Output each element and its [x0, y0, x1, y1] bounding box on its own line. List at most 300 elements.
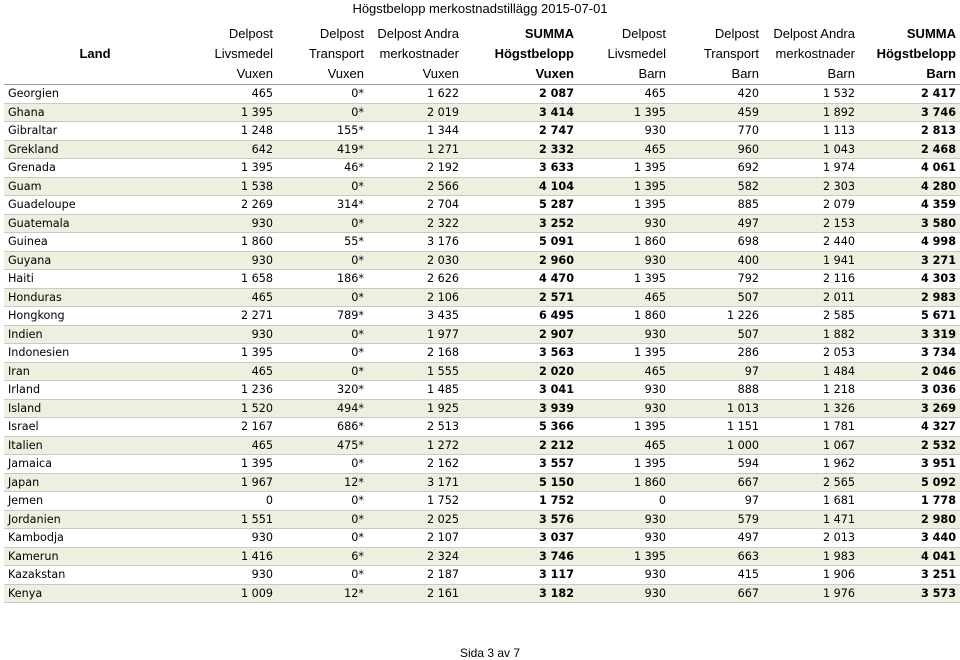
value-cell: 465 [578, 140, 670, 159]
table-row [4, 362, 960, 381]
table-header [4, 24, 960, 85]
value-cell: 3 557 [463, 455, 578, 474]
value-cell: 663 [670, 547, 763, 566]
value-cell: 3 580 [859, 214, 960, 233]
value-cell: 1 395 [186, 159, 277, 178]
value-cell: 3 036 [859, 381, 960, 400]
value-cell: 4 061 [859, 159, 960, 178]
value-cell: 0* [277, 214, 368, 233]
value-cell: 1 113 [763, 122, 859, 141]
value-cell: 12* [277, 473, 368, 492]
value-cell: 0* [277, 103, 368, 122]
value-cell: 5 092 [859, 473, 960, 492]
column-header [368, 24, 463, 85]
value-cell: 1 882 [763, 325, 859, 344]
value-cell: 2 168 [368, 344, 463, 363]
country-cell: Guam [4, 177, 186, 196]
value-cell: 5 366 [463, 418, 578, 437]
value-cell: 2 019 [368, 103, 463, 122]
value-cell: 0* [277, 344, 368, 363]
column-header-line3: Vuxen [422, 66, 459, 81]
value-cell: 3 440 [859, 529, 960, 548]
country-cell: Indien [4, 325, 186, 344]
value-cell: 2 322 [368, 214, 463, 233]
country-cell: Irland [4, 381, 186, 400]
value-cell: 1 484 [763, 362, 859, 381]
column-header [277, 24, 368, 85]
value-cell: 686* [277, 418, 368, 437]
column-header-line1: Delpost [228, 26, 273, 41]
value-cell: 3 251 [859, 566, 960, 585]
value-cell: 930 [186, 529, 277, 548]
value-cell: 0* [277, 251, 368, 270]
value-cell: 465 [578, 362, 670, 381]
value-cell: 0* [277, 566, 368, 585]
value-cell: 2 046 [859, 362, 960, 381]
value-cell: 55* [277, 233, 368, 252]
value-cell: 1 925 [368, 399, 463, 418]
value-cell: 400 [670, 251, 763, 270]
table-row [4, 547, 960, 566]
value-cell: 2 053 [763, 344, 859, 363]
value-cell: 1 976 [763, 584, 859, 603]
table-row [4, 455, 960, 474]
column-header-line2: Transport [308, 46, 364, 61]
value-cell: 465 [578, 288, 670, 307]
country-cell: Ghana [4, 103, 186, 122]
value-cell: 1 555 [368, 362, 463, 381]
value-cell: 4 280 [859, 177, 960, 196]
table-row [4, 288, 960, 307]
table-row [4, 270, 960, 289]
value-cell: 12* [277, 584, 368, 603]
value-cell: 1 218 [763, 381, 859, 400]
value-cell: 2 303 [763, 177, 859, 196]
page-footer: Sida 3 av 7 [459, 646, 521, 660]
cost-table [4, 24, 960, 603]
value-cell: 4 327 [859, 418, 960, 437]
value-cell: 4 359 [859, 196, 960, 215]
value-cell: 1 658 [186, 270, 277, 289]
value-cell: 420 [670, 85, 763, 104]
table-row [4, 214, 960, 233]
value-cell: 2 417 [859, 85, 960, 104]
value-cell: 2 161 [368, 584, 463, 603]
value-cell: 2 087 [463, 85, 578, 104]
column-header-line1: SUMMA [524, 26, 574, 41]
value-cell: 2 468 [859, 140, 960, 159]
value-cell: 1 009 [186, 584, 277, 603]
value-cell: 1 906 [763, 566, 859, 585]
value-cell: 415 [670, 566, 763, 585]
value-cell: 667 [670, 473, 763, 492]
value-cell: 186* [277, 270, 368, 289]
column-header-line3: Vuxen [236, 66, 273, 81]
value-cell: 642 [186, 140, 277, 159]
value-cell: 1 681 [763, 492, 859, 511]
value-cell: 0* [277, 288, 368, 307]
value-cell: 507 [670, 288, 763, 307]
value-cell: 3 435 [368, 307, 463, 326]
value-cell: 465 [578, 85, 670, 104]
value-cell: 930 [578, 566, 670, 585]
value-cell: 2 271 [186, 307, 277, 326]
value-cell: 1 485 [368, 381, 463, 400]
column-header-line2: merkostnader [775, 46, 855, 61]
value-cell: 1 395 [578, 196, 670, 215]
value-cell: 1 860 [186, 233, 277, 252]
table-row [4, 584, 960, 603]
value-cell: 465 [186, 436, 277, 455]
country-cell: Grekland [4, 140, 186, 159]
value-cell: 1 781 [763, 418, 859, 437]
table-row [4, 399, 960, 418]
column-header [4, 24, 186, 85]
value-cell: 2 980 [859, 510, 960, 529]
column-header-line1: Delpost Andra [377, 26, 459, 41]
value-cell: 930 [186, 325, 277, 344]
value-cell: 3 573 [859, 584, 960, 603]
value-cell: 2 585 [763, 307, 859, 326]
value-cell: 1 395 [186, 455, 277, 474]
value-cell: 3 734 [859, 344, 960, 363]
value-cell: 0* [277, 510, 368, 529]
value-cell: 0* [277, 325, 368, 344]
value-cell: 5 287 [463, 196, 578, 215]
value-cell: 465 [578, 436, 670, 455]
country-cell: Kamerun [4, 547, 186, 566]
value-cell: 930 [578, 529, 670, 548]
country-cell: Hongkong [4, 307, 186, 326]
table-body [4, 85, 960, 603]
value-cell: 1 941 [763, 251, 859, 270]
value-cell: 1 395 [578, 103, 670, 122]
country-cell: Kenya [4, 584, 186, 603]
country-cell: Island [4, 399, 186, 418]
table-row [4, 436, 960, 455]
country-cell: Kazakstan [4, 566, 186, 585]
column-header-line3: Barn [731, 66, 759, 81]
value-cell: 465 [186, 362, 277, 381]
column-header-line3: Vuxen [535, 66, 574, 81]
value-cell: 3 176 [368, 233, 463, 252]
value-cell: 4 470 [463, 270, 578, 289]
value-cell: 3 633 [463, 159, 578, 178]
value-cell: 1 395 [578, 270, 670, 289]
country-cell: Guatemala [4, 214, 186, 233]
value-cell: 2 187 [368, 566, 463, 585]
value-cell: 320* [277, 381, 368, 400]
table-row [4, 251, 960, 270]
table-row [4, 529, 960, 548]
value-cell: 2 704 [368, 196, 463, 215]
value-cell: 3 037 [463, 529, 578, 548]
value-cell: 930 [578, 381, 670, 400]
value-cell: 692 [670, 159, 763, 178]
value-cell: 2 907 [463, 325, 578, 344]
value-cell: 2 107 [368, 529, 463, 548]
value-cell: 2 153 [763, 214, 859, 233]
value-cell: 1 532 [763, 85, 859, 104]
value-cell: 2 106 [368, 288, 463, 307]
value-cell: 6 495 [463, 307, 578, 326]
value-cell: 3 563 [463, 344, 578, 363]
value-cell: 930 [578, 510, 670, 529]
value-cell: 2 513 [368, 418, 463, 437]
value-cell: 2 813 [859, 122, 960, 141]
table-row [4, 85, 960, 104]
value-cell: 789* [277, 307, 368, 326]
value-cell: 667 [670, 584, 763, 603]
country-cell: Gibraltar [4, 122, 186, 141]
column-header-line2: Transport [703, 46, 759, 61]
value-cell: 1 860 [578, 307, 670, 326]
table-row [4, 381, 960, 400]
value-cell: 2 324 [368, 547, 463, 566]
value-cell: 0 [578, 492, 670, 511]
value-cell: 0 [186, 492, 277, 511]
value-cell: 2 020 [463, 362, 578, 381]
country-cell: Georgien [4, 85, 186, 104]
value-cell: 930 [578, 325, 670, 344]
value-cell: 475* [277, 436, 368, 455]
country-cell: Haiti [4, 270, 186, 289]
table-row [4, 140, 960, 159]
value-cell: 459 [670, 103, 763, 122]
value-cell: 507 [670, 325, 763, 344]
value-cell: 2 167 [186, 418, 277, 437]
value-cell: 0* [277, 177, 368, 196]
value-cell: 1 395 [578, 177, 670, 196]
value-cell: 1 974 [763, 159, 859, 178]
value-cell: 1 395 [578, 418, 670, 437]
table-row [4, 418, 960, 437]
column-header-line1: Delpost [714, 26, 759, 41]
value-cell: 1 892 [763, 103, 859, 122]
value-cell: 2 747 [463, 122, 578, 141]
value-cell: 465 [186, 85, 277, 104]
value-cell: 2 332 [463, 140, 578, 159]
country-cell: Kambodja [4, 529, 186, 548]
table-row [4, 196, 960, 215]
value-cell: 2 212 [463, 436, 578, 455]
value-cell: 3 271 [859, 251, 960, 270]
value-cell: 419* [277, 140, 368, 159]
value-cell: 46* [277, 159, 368, 178]
value-cell: 3 951 [859, 455, 960, 474]
value-cell: 885 [670, 196, 763, 215]
country-cell: Jemen [4, 492, 186, 511]
column-header-line3: Barn [827, 66, 855, 81]
country-cell: Israel [4, 418, 186, 437]
value-cell: 1 395 [578, 344, 670, 363]
value-cell: 1 983 [763, 547, 859, 566]
value-cell: 1 395 [578, 455, 670, 474]
column-header [186, 24, 277, 85]
column-header-line3: Barn [638, 66, 666, 81]
value-cell: 3 576 [463, 510, 578, 529]
value-cell: 2 571 [463, 288, 578, 307]
value-cell: 1 395 [186, 344, 277, 363]
country-cell: Iran [4, 362, 186, 381]
value-cell: 930 [186, 251, 277, 270]
value-cell: 2 983 [859, 288, 960, 307]
value-cell: 155* [277, 122, 368, 141]
value-cell: 594 [670, 455, 763, 474]
table-row [4, 473, 960, 492]
value-cell: 1 272 [368, 436, 463, 455]
value-cell: 1 226 [670, 307, 763, 326]
value-cell: 1 520 [186, 399, 277, 418]
column-header-line2: Livsmedel [607, 46, 666, 61]
value-cell: 0* [277, 455, 368, 474]
value-cell: 1 538 [186, 177, 277, 196]
value-cell: 888 [670, 381, 763, 400]
table-row [4, 103, 960, 122]
value-cell: 2 192 [368, 159, 463, 178]
column-header-line2: Livsmedel [214, 46, 273, 61]
value-cell: 1 395 [186, 103, 277, 122]
value-cell: 1 000 [670, 436, 763, 455]
value-cell: 3 939 [463, 399, 578, 418]
value-cell: 286 [670, 344, 763, 363]
table-row [4, 492, 960, 511]
value-cell: 0* [277, 362, 368, 381]
value-cell: 3 252 [463, 214, 578, 233]
column-header-line2: Högstbelopp [494, 46, 574, 61]
country-cell: Indonesien [4, 344, 186, 363]
value-cell: 2 030 [368, 251, 463, 270]
column-header-line1: Delpost [319, 26, 364, 41]
value-cell: 1 778 [859, 492, 960, 511]
value-cell: 3 319 [859, 325, 960, 344]
value-cell: 1 622 [368, 85, 463, 104]
value-cell: 2 532 [859, 436, 960, 455]
value-cell: 6* [277, 547, 368, 566]
column-header [670, 24, 763, 85]
value-cell: 1 860 [578, 473, 670, 492]
value-cell: 3 746 [463, 547, 578, 566]
column-header [463, 24, 578, 85]
value-cell: 770 [670, 122, 763, 141]
value-cell: 97 [670, 492, 763, 511]
value-cell: 1 962 [763, 455, 859, 474]
value-cell: 1 013 [670, 399, 763, 418]
column-header-line3: Vuxen [327, 66, 364, 81]
value-cell: 930 [578, 122, 670, 141]
column-header-line2: merkostnader [379, 46, 459, 61]
value-cell: 2 025 [368, 510, 463, 529]
value-cell: 4 998 [859, 233, 960, 252]
value-cell: 1 326 [763, 399, 859, 418]
value-cell: 1 236 [186, 381, 277, 400]
value-cell: 1 395 [578, 547, 670, 566]
table-row [4, 325, 960, 344]
value-cell: 1 860 [578, 233, 670, 252]
value-cell: 1 752 [463, 492, 578, 511]
value-cell: 0* [277, 492, 368, 511]
value-cell: 2 565 [763, 473, 859, 492]
column-header [578, 24, 670, 85]
table-row [4, 510, 960, 529]
value-cell: 1 977 [368, 325, 463, 344]
value-cell: 1 271 [368, 140, 463, 159]
column-header-line2: Högstbelopp [876, 46, 956, 61]
value-cell: 494* [277, 399, 368, 418]
country-cell: Guadeloupe [4, 196, 186, 215]
table-row [4, 307, 960, 326]
country-cell: Honduras [4, 288, 186, 307]
country-cell: Jordanien [4, 510, 186, 529]
value-cell: 930 [578, 584, 670, 603]
document-title: Högstbelopp merkostnadstillägg 2015-07-01 [352, 1, 608, 16]
value-cell: 0* [277, 85, 368, 104]
value-cell: 3 182 [463, 584, 578, 603]
value-cell: 582 [670, 177, 763, 196]
value-cell: 3 041 [463, 381, 578, 400]
column-header [763, 24, 859, 85]
table-row [4, 233, 960, 252]
value-cell: 4 303 [859, 270, 960, 289]
country-cell: Grenada [4, 159, 186, 178]
value-cell: 579 [670, 510, 763, 529]
table-row [4, 122, 960, 141]
value-cell: 960 [670, 140, 763, 159]
value-cell: 314* [277, 196, 368, 215]
value-cell: 930 [578, 251, 670, 270]
column-header-line1: Delpost [621, 26, 666, 41]
country-cell: Italien [4, 436, 186, 455]
value-cell: 1 248 [186, 122, 277, 141]
value-cell: 2 440 [763, 233, 859, 252]
value-cell: 3 117 [463, 566, 578, 585]
value-cell: 1 067 [763, 436, 859, 455]
value-cell: 1 471 [763, 510, 859, 529]
value-cell: 1 395 [578, 159, 670, 178]
country-cell: Guyana [4, 251, 186, 270]
value-cell: 930 [186, 214, 277, 233]
value-cell: 2 960 [463, 251, 578, 270]
value-cell: 1 967 [186, 473, 277, 492]
table-row [4, 566, 960, 585]
table-row [4, 159, 960, 178]
value-cell: 1 043 [763, 140, 859, 159]
value-cell: 1 416 [186, 547, 277, 566]
column-header-line1: Delpost Andra [773, 26, 855, 41]
value-cell: 2 162 [368, 455, 463, 474]
country-cell: Jamaica [4, 455, 186, 474]
value-cell: 2 013 [763, 529, 859, 548]
column-header [859, 24, 960, 85]
value-cell: 5 150 [463, 473, 578, 492]
value-cell: 698 [670, 233, 763, 252]
country-cell: Guinea [4, 233, 186, 252]
table-row [4, 177, 960, 196]
value-cell: 5 671 [859, 307, 960, 326]
value-cell: 792 [670, 270, 763, 289]
value-cell: 1 151 [670, 418, 763, 437]
value-cell: 1 551 [186, 510, 277, 529]
table-row [4, 344, 960, 363]
value-cell: 930 [186, 566, 277, 585]
column-header-line1: SUMMA [906, 26, 956, 41]
country-cell: Japan [4, 473, 186, 492]
value-cell: 1 752 [368, 492, 463, 511]
value-cell: 5 091 [463, 233, 578, 252]
value-cell: 4 104 [463, 177, 578, 196]
value-cell: 1 344 [368, 122, 463, 141]
column-header-line3: Barn [926, 66, 956, 81]
